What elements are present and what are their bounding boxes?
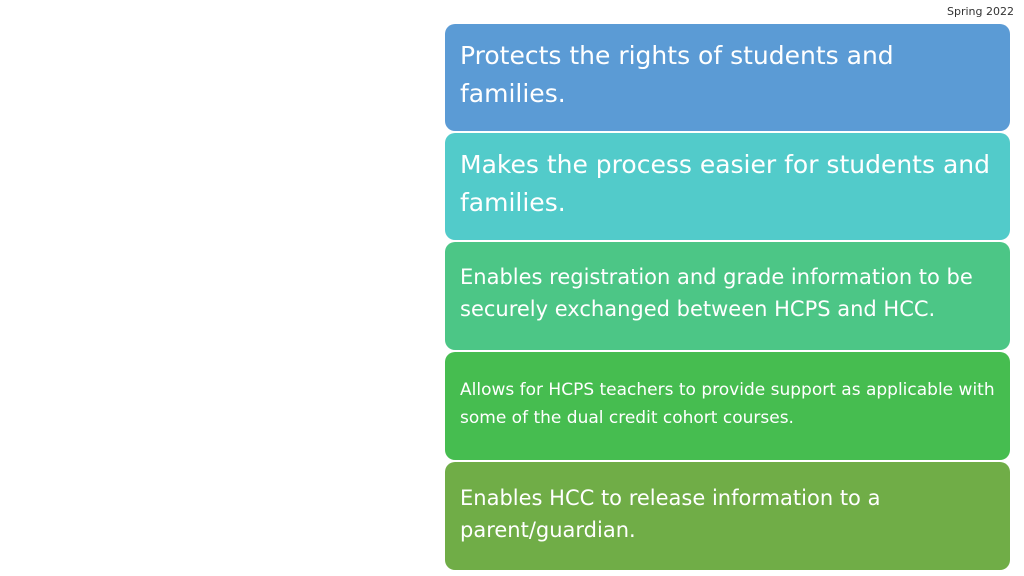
benefit-box-process xyxy=(445,133,1010,240)
benefit-box-release-info xyxy=(445,462,1010,570)
benefit-box-teacher-support xyxy=(445,352,1010,460)
benefit-text: Protects the rights of students and families. xyxy=(460,40,894,108)
slide-date-label: Spring 2022 xyxy=(947,5,1014,18)
benefit-text: Allows for HCPS teachers to provide support as applicable with some of the dual credit cohort courses. xyxy=(460,380,995,428)
benefit-box-registration xyxy=(445,242,1010,350)
benefit-box-rights xyxy=(445,24,1010,131)
benefit-text: Enables registration and grade information to be securely exchanged between HCPS and HCC. xyxy=(460,265,973,321)
benefit-text: Makes the process easier for students and families. xyxy=(460,149,990,217)
benefit-text: Enables HCC to release information to a parent/guardian. xyxy=(460,486,881,542)
